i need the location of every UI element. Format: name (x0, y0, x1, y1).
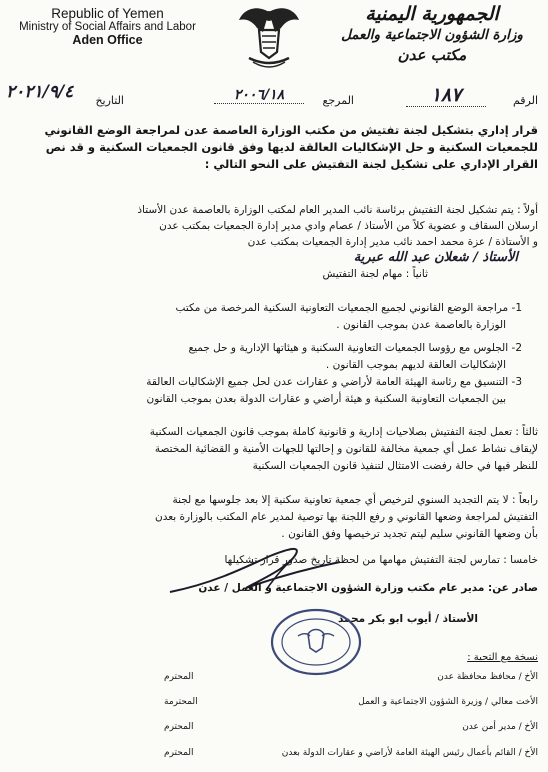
task2-b: الإشكاليات العالقة لديهم بموجب القانون . (325, 359, 506, 371)
copy-honorific: المحترم (164, 748, 194, 758)
fifth-line: خامسا : تمارس لجنة التفتيش مهامها من لحظة تاريخ صدور قرار تشكيلها (224, 554, 538, 566)
fourth-a: رابعاً : لا يتم التجديد السنوي لترخيص أي جمعية تعاونية سكنية إلا بعد جلوسها مع لجنة (172, 494, 538, 506)
first-line-c: و الأستاذة / عزة محمد احمد نائب مدير إدارة الجمعيات بمكتب عدن (247, 236, 538, 248)
third-b: لإيقاف نشاط عمل أي جمعية مخالفة للقانون و إحالتها للجهات الأمنية و القضائية المختصة (154, 443, 538, 455)
task3-b: بين الجمعيات التعاونية السكنية و هيئة أراضي و عقارات الدولة بعدن بموجب القانون (146, 393, 506, 405)
handwritten-member: الأستاذ / شعلان عبد الله عبرية (353, 250, 518, 265)
section-tasks (22, 300, 522, 408)
task3-a: 3- التنسيق مع رئاسة الهيئة العامة لأراضي و عقارات عدن لحل جميع الإشكاليات العالقة (146, 376, 522, 388)
header-ar-office: مكتب عدن (397, 46, 467, 64)
third-a: ثالثاً : تعمل لجنة التفتيش بصلاحيات إدارية و قانونية كاملة بموجب قانون الجمعيات السكنية (149, 426, 538, 438)
copies-block (14, 652, 538, 663)
first-line-b: ارسلان السقاف و عضوية كلاً من الأستاذ / عصام وادي مدير إدارة الجمعيات بمكتب عدن (159, 220, 538, 232)
signature-issuer: صادر عن: مدير عام مكتب وزارة الشؤون الاجتماعية و العمل / عدن (198, 582, 538, 594)
header-republic: Republic of Yemen (51, 6, 164, 21)
copy-honorific: المحترمة (164, 697, 198, 707)
copy-recipient: الأخ / القائم بأعمال رئيس الهيئة العامة لأراضي و عقارات الدولة بعدن (281, 748, 538, 758)
copy-recipient: الأخ / مدير أمن عدن (462, 722, 538, 732)
header-english-block (0, 6, 215, 47)
copy-item (14, 672, 538, 686)
number-label: الرقم (512, 94, 538, 107)
header-ar-republic: الجمهورية اليمنية (365, 3, 499, 25)
number-value: ١٨٧ (406, 84, 486, 107)
task2-a: 2- الجلوس مع رؤوسا الجمعيات التعاونية السكنية و هيئاتها الإدارية و حل جميع (188, 342, 522, 354)
copy-honorific: المحترم (164, 672, 194, 682)
section-fourth (22, 492, 538, 543)
decision-title: قرار إداري بتشكيل لجنة تفتيش من مكتب الوزارة العاصمة عدن لمراجعة الوضع القانوني للجمعيات السكنية و حل الإشكاليات العالقة لديها وفق قانون الجمعيات السكنية و قد نص القرار الإداري على تشكيل لجنة التفتيش على النحو التالي : (44, 123, 538, 171)
date-label: التاريخ (95, 94, 124, 107)
reference-row (4, 84, 544, 112)
header-arabic-block (318, 2, 546, 65)
second-heading: ثانياً : مهام لجنة التفتيش (322, 268, 428, 280)
copy-honorific: المحترم (164, 722, 194, 732)
first-line-a: أولاً : يتم تشكيل لجنة التفتيش برئاسة نائب المدير العام لمكتب الوزارة بالعاصمة عدن الأستاذ (137, 204, 538, 216)
emblem-eagle-icon (235, 2, 303, 72)
copy-recipient: الأخ / محافظ محافظة عدن (437, 672, 538, 682)
official-stamp-icon (268, 606, 364, 678)
copy-recipient: الأخت معالي / وزيرة الشؤون الاجتماعية و العمل (358, 697, 538, 707)
ref-label: المرجع (322, 94, 354, 107)
fourth-c: بأن وضعها القانوني سليم ليتم تجديد ترخيصها وفق القانون . (281, 528, 538, 540)
task1-b: الوزارة بالعاصمة عدن بموجب القانون . (336, 319, 506, 331)
copy-item (14, 748, 538, 762)
fourth-b: التفتيش لمراجعة وضعها القانوني و رفع اللجنة بها توصية لمدير عام المكتب بالوزارة بعدن (155, 511, 538, 523)
section-third (22, 424, 538, 475)
document-body (22, 122, 538, 173)
header-office: Aden Office (72, 33, 143, 47)
signature-name: الأستاذ / أيوب ابو بكر محمد (337, 613, 478, 625)
header-ministry: Ministry of Social Affairs and Labor (19, 21, 196, 33)
copies-title: نسخة مع التحية : (467, 652, 538, 663)
third-c: للنظر فيها في حالة رفضت الامتثال لتنفيذ قانون الجمعيات السكنية (252, 460, 538, 472)
date-value: ٢٠٢١/٩/٤ (6, 82, 74, 102)
task1-a: 1- مراجعة الوضع القانوني لجميع الجمعيات التعاونية السكنية المرخصة من مكتب (175, 302, 522, 314)
header-ar-ministry: وزارة الشؤون الاجتماعية والعمل (341, 27, 523, 43)
copy-item (14, 722, 538, 736)
ref-value: ٢٠٠٦/١٨ (214, 87, 304, 104)
section-first (22, 202, 538, 282)
copy-item (14, 697, 538, 711)
